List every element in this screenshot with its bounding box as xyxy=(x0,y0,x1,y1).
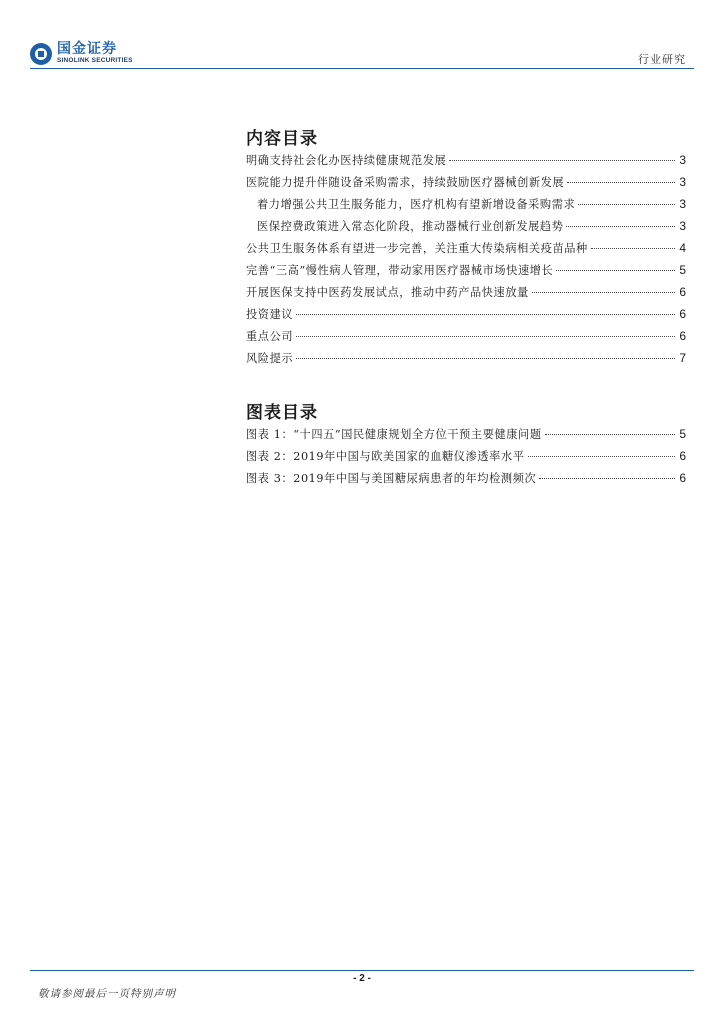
toc-item-text: 医保控费政策进入常态化阶段，推动器械行业创新发展趋势 xyxy=(257,220,564,233)
leader-dots xyxy=(539,478,675,479)
toc-item-page: 3 xyxy=(679,219,686,233)
toc-item-page: 5 xyxy=(679,263,686,277)
leader-dots xyxy=(567,182,675,183)
toc-item-text: 明确支持社会化办医持续健康规范发展 xyxy=(246,154,447,167)
toc-item-page: 3 xyxy=(679,197,686,211)
figure-item-page: 5 xyxy=(679,427,686,441)
toc-item[interactable] xyxy=(246,328,686,350)
toc-item[interactable] xyxy=(246,240,686,262)
figures-title: 图表目录 xyxy=(246,403,318,423)
leader-dots xyxy=(296,314,675,315)
figure-item-page: 6 xyxy=(679,471,686,485)
leader-dots xyxy=(556,270,675,271)
logo-icon xyxy=(30,43,52,65)
figure-item-text: 图表 2：2019年中国与欧美国家的血糖仪渗透率水平 xyxy=(246,450,525,463)
toc-item[interactable] xyxy=(246,284,686,306)
toc-item-text: 完善“三高”慢性病人管理，带动家用医疗器械市场快速增长 xyxy=(246,264,554,277)
leader-dots xyxy=(296,336,675,337)
toc-subitem[interactable] xyxy=(246,218,686,240)
figure-item-text: 图表 3：2019年中国与美国糖尿病患者的年均检测频次 xyxy=(246,472,537,485)
leader-dots xyxy=(545,434,675,435)
figures-list xyxy=(246,426,686,492)
toc-item-text: 风险提示 xyxy=(246,352,294,365)
header-divider xyxy=(30,68,694,69)
toc-item-text: 着力增强公共卫生服务能力，医疗机构有望新增设备采购需求 xyxy=(257,198,576,211)
leader-dots xyxy=(566,226,675,227)
toc-item-text: 公共卫生服务体系有望进一步完善，关注重大传染病相关疫苗品种 xyxy=(246,242,588,255)
toc-item-text: 投资建议 xyxy=(246,308,294,321)
toc-item-page: 6 xyxy=(679,307,686,321)
report-category: 行业研究 xyxy=(638,53,686,66)
figure-item-text: 图表 1：“十四五”国民健康规划全方位干预主要健康问题 xyxy=(246,428,542,441)
page-number: - 2 - xyxy=(353,973,371,984)
figure-item-page: 6 xyxy=(679,449,686,463)
leader-dots xyxy=(532,292,675,293)
toc-subitem[interactable] xyxy=(246,196,686,218)
toc-item[interactable] xyxy=(246,350,686,372)
footer-divider xyxy=(30,970,694,971)
contents-title: 内容目录 xyxy=(246,129,318,149)
logo-chinese-name: 国金证券 xyxy=(57,41,117,57)
toc-item-page: 3 xyxy=(679,153,686,167)
leader-dots xyxy=(449,160,675,161)
company-logo xyxy=(30,42,133,65)
toc-item-text: 医院能力提升伴随设备采购需求，持续鼓励医疗器械创新发展 xyxy=(246,176,565,189)
toc-item-text: 重点公司 xyxy=(246,330,294,343)
leader-dots xyxy=(578,204,675,205)
toc-item-page: 3 xyxy=(679,175,686,189)
toc-item[interactable] xyxy=(246,262,686,284)
toc-item-text: 开展医保支持中医药发展试点，推动中药产品快速放量 xyxy=(246,286,529,299)
toc-item[interactable] xyxy=(246,152,686,174)
toc-item[interactable] xyxy=(246,174,686,196)
toc-item-page: 7 xyxy=(679,351,686,365)
figure-item[interactable] xyxy=(246,448,686,470)
toc-item[interactable] xyxy=(246,306,686,328)
logo-english-name: SINOLINK SECURITIES xyxy=(57,57,133,64)
contents-list xyxy=(246,152,686,372)
figure-item[interactable] xyxy=(246,426,686,448)
figure-item[interactable] xyxy=(246,470,686,492)
disclaimer-note: 敬请参阅最后一页特别声明 xyxy=(38,988,176,1000)
leader-dots xyxy=(528,456,676,457)
toc-item-page: 6 xyxy=(679,285,686,299)
leader-dots xyxy=(591,248,675,249)
toc-item-page: 4 xyxy=(679,241,686,255)
leader-dots xyxy=(296,358,675,359)
toc-item-page: 6 xyxy=(679,329,686,343)
